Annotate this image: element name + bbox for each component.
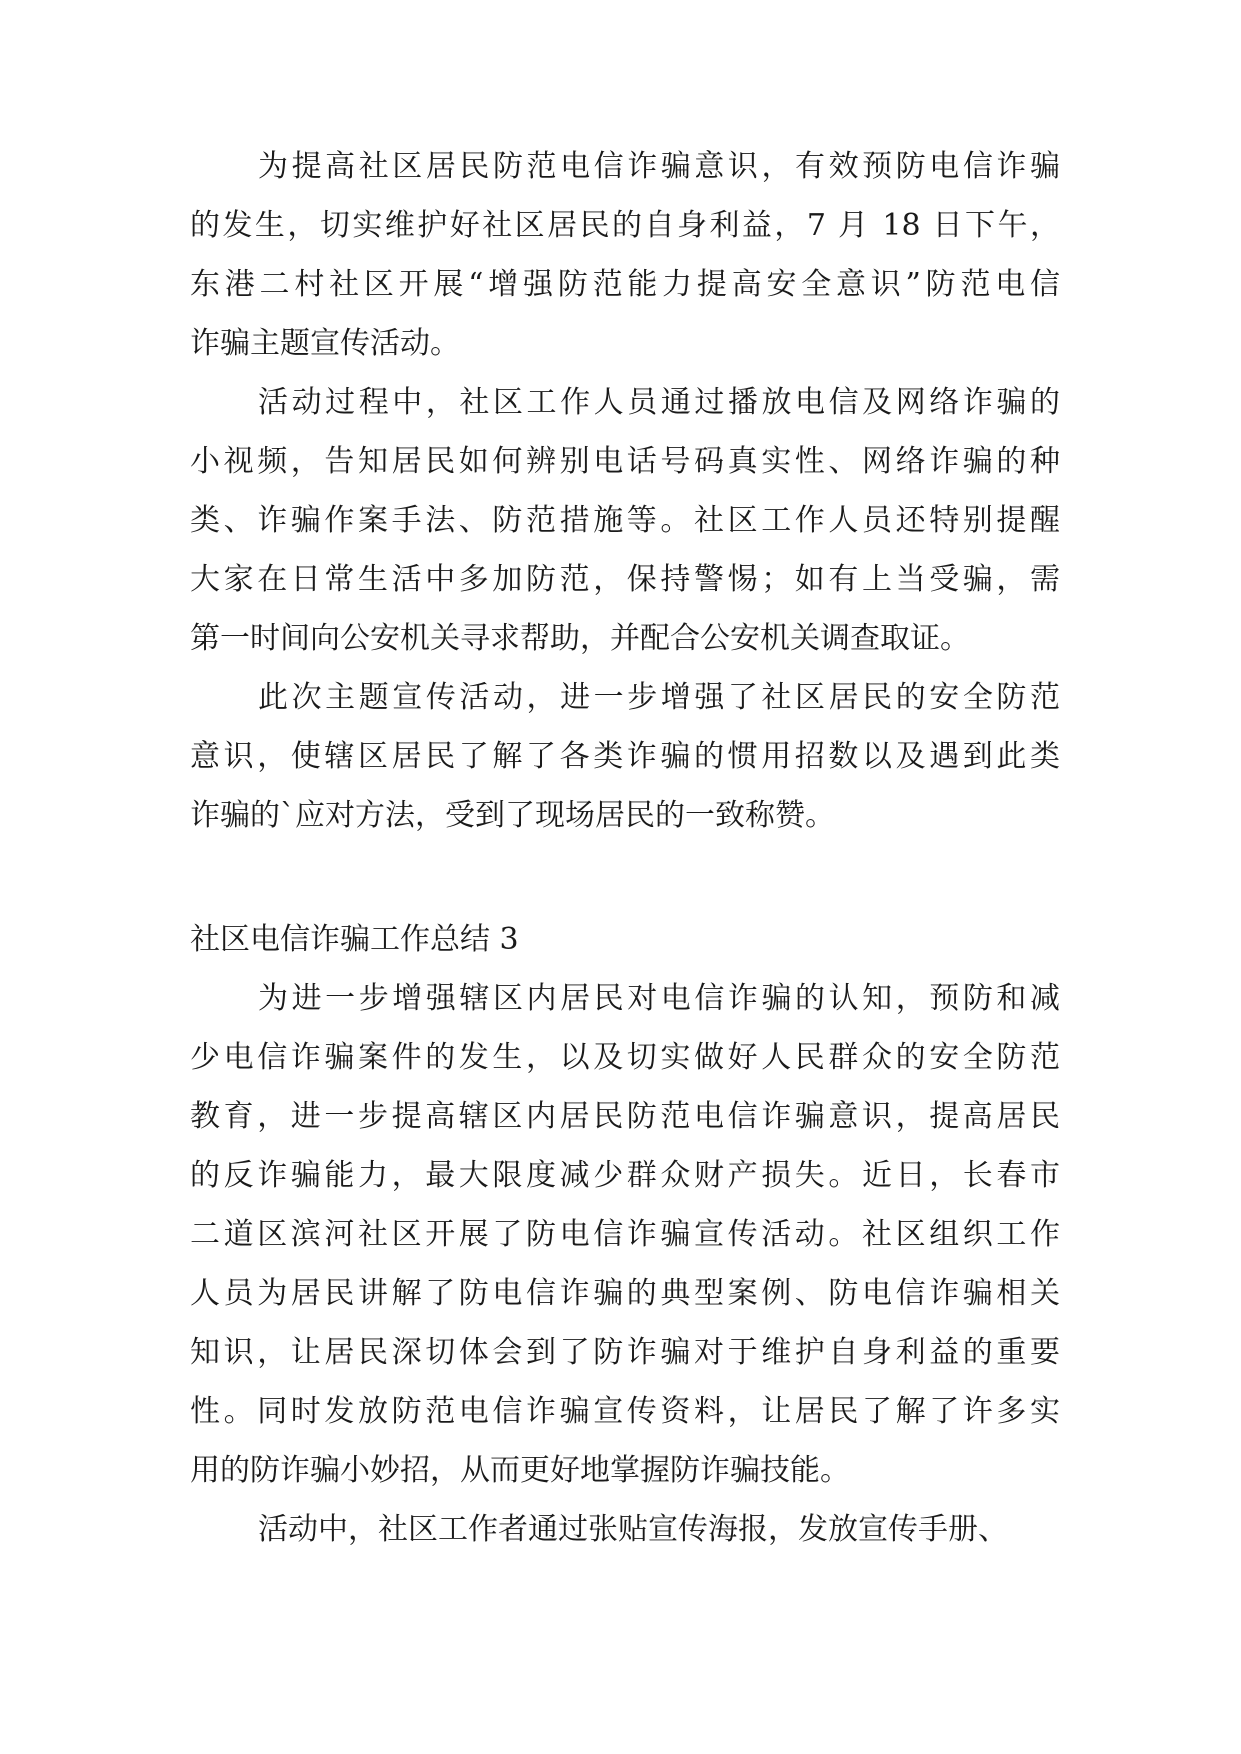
paragraph-line: 小视频，告知居民如何辨别电话号码真实性、网络诈骗的种 <box>190 444 1060 479</box>
paragraph-line: 活动中，社区工作者通过张贴宣传海报，发放宣传手册、 <box>258 1512 1008 1547</box>
paragraph-1 <box>190 137 1060 373</box>
paragraph-line: 活动过程中，社区工作人员通过播放电信及网络诈骗的 <box>258 385 1060 420</box>
paragraph-3 <box>190 668 1060 845</box>
paragraph-line: 意识，使辖区居民了解了各类诈骗的惯用招数以及遇到此类 <box>190 739 1060 774</box>
paragraph-line: 知识，让居民深切体会到了防诈骗对于维护自身利益的重要 <box>190 1335 1060 1370</box>
paragraph-line: 人员为居民讲解了防电信诈骗的典型案例、防电信诈骗相关 <box>190 1276 1060 1311</box>
paragraph-line: 用的防诈骗小妙招，从而更好地掌握防诈骗技能。 <box>190 1453 850 1488</box>
paragraph-line: 类、诈骗作案手法、防范措施等。社区工作人员还特别提醒 <box>190 503 1060 538</box>
paragraph-line: 二道区滨河社区开展了防电信诈骗宣传活动。社区组织工作 <box>190 1217 1060 1252</box>
paragraph-line: 教育，进一步提高辖区内居民防范电信诈骗意识，提高居民 <box>190 1099 1060 1134</box>
paragraph-line: 性。同时发放防范电信诈骗宣传资料，让居民了解了许多实 <box>190 1394 1060 1429</box>
paragraph-line: 诈骗的`应对方法，受到了现场居民的一致称赞。 <box>190 798 835 833</box>
paragraph-line: 东港二村社区开展“增强防范能力提高安全意识”防范电信 <box>190 267 1060 302</box>
paragraph-line: 的反诈骗能力，最大限度减少群众财产损失。近日，长春市 <box>190 1158 1060 1193</box>
paragraph-4 <box>190 969 1060 1500</box>
paragraph-line: 为进一步增强辖区内居民对电信诈骗的认知，预防和减 <box>258 981 1060 1016</box>
paragraph-line: 大家在日常生活中多加防范，保持警惕；如有上当受骗，需 <box>190 562 1060 597</box>
paragraph-line: 诈骗主题宣传活动。 <box>190 326 460 361</box>
paragraph-line: 为提高社区居民防范电信诈骗意识，有效预防电信诈骗 <box>258 149 1060 184</box>
paragraph-line: 第一时间向公安机关寻求帮助，并配合公安机关调查取证。 <box>190 621 970 656</box>
paragraph-5 <box>190 1500 1060 1559</box>
paragraph-line: 少电信诈骗案件的发生，以及切实做好人民群众的安全防范 <box>190 1040 1060 1075</box>
paragraph-2 <box>190 373 1060 668</box>
paragraph-line: 的发生，切实维护好社区居民的自身利益，7 月 18 日下午， <box>190 208 1060 243</box>
section-heading: 社区电信诈骗工作总结 3 <box>190 922 519 957</box>
paragraph-line: 此次主题宣传活动，进一步增强了社区居民的安全防范 <box>258 680 1060 715</box>
